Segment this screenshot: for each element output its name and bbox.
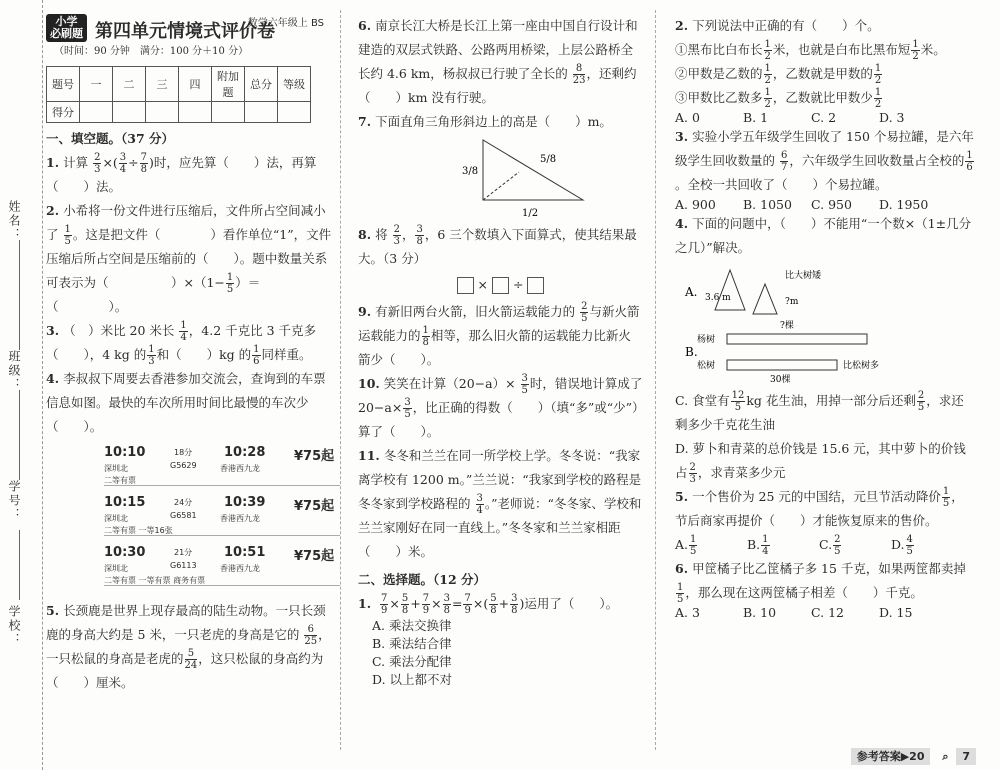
score-header: 总分 bbox=[245, 67, 278, 102]
page-title: 第四单元情境式评价卷 bbox=[94, 21, 275, 42]
margin-line bbox=[19, 240, 20, 350]
option[interactable]: C. 乘法分配律 bbox=[372, 654, 452, 669]
column-3 bbox=[675, 14, 975, 620]
tree-icon bbox=[715, 270, 745, 310]
tree-height-label: 3.6 m bbox=[705, 293, 731, 303]
grade-label: 数学六年级上 BS bbox=[247, 18, 324, 29]
ticket-list bbox=[46, 439, 335, 599]
question-4: 4. 李叔叔下周要去香港参加交流会，查询到的车票信息如图。最快的车次所用时间比最慢的车次少（ ）。 bbox=[46, 371, 326, 434]
section-title: 二、选择题。（12 分） bbox=[358, 572, 486, 587]
ticket-row[interactable] bbox=[104, 495, 340, 536]
choice-2-s2: ②甲数是乙数的 $\frac{1}{2}$ ，乙数就是甲数的 $\frac{1}{2}$ bbox=[675, 63, 882, 86]
ticket-row[interactable] bbox=[104, 545, 340, 586]
option[interactable]: B. 1 bbox=[743, 110, 769, 125]
ticket-seat: 二等有票 一等16张 bbox=[104, 526, 173, 535]
ticket-row[interactable] bbox=[104, 445, 340, 486]
base-label: 1/2 bbox=[522, 208, 539, 219]
margin-line bbox=[19, 390, 20, 480]
ticket-price: ¥75起 bbox=[294, 549, 335, 564]
option[interactable]: C. 950 bbox=[811, 197, 852, 212]
choice-4: 4. 下面的问题中，（ ）不能用“一个数×（1±几分之几）”解决。 bbox=[675, 216, 972, 255]
magnifier-icon: ⌕ bbox=[942, 750, 949, 763]
column-divider bbox=[655, 10, 656, 750]
ticket-train: G5629 bbox=[170, 461, 197, 470]
choice-2-s3: ③甲数比乙数多 $\frac{1}{2}$ ，乙数就比甲数少 $\frac{1}{2}$ bbox=[675, 87, 882, 110]
hyp-label: 5/8 bbox=[540, 154, 557, 165]
score-header: 二 bbox=[113, 67, 146, 102]
question-9: 9. 有新旧两台火箭，旧火箭运载能力的 $\frac{2}{5}$ 与新火箭运载能力的 $\frac{1}{8}$ 相等，那么旧火箭的运载能力比新火箭少（ ）。 bbox=[358, 301, 640, 367]
section-title: 一、填空题。（37 分） bbox=[46, 131, 174, 146]
question-8: 8. 将 $\frac{2}{3}$ ， $\frac{3}{8}$ ，6 三个数填入下面算式，使其结果最大。（3 分） bbox=[358, 224, 637, 266]
choice-1: 1. $\frac{7}{9}$ × $\frac{5}{8}$ + $\frac{7}{9}$ × $\frac{3}{8}$ = $\frac{7}{9}$ ×( $\frac{5}{8}$ + $\frac{3}{8}$ )运用了（ ）。 bbox=[358, 593, 619, 616]
ticket-to: 香港西九龙 bbox=[220, 514, 260, 523]
school-label: 学校： bbox=[7, 605, 21, 647]
score-header: 附加题 bbox=[212, 67, 245, 102]
option[interactable]: A. 3 bbox=[675, 605, 700, 620]
tree-unknown-label: ?m bbox=[785, 297, 799, 307]
question-1: 1. 计算 $\frac{2}{3}$ ×( $\frac{3}{4}$ ÷ $\frac{7}{8}$ )时，应先算（ ）法，再算（ ）法。 bbox=[46, 152, 317, 194]
brand-logo: 小学 必刷题 bbox=[46, 14, 87, 42]
height-label: 3/8 bbox=[462, 166, 479, 177]
ticket-to: 香港西九龙 bbox=[220, 564, 260, 573]
question-7: 7. 下面直角三角形斜边上的高是（ ）m。 bbox=[358, 114, 612, 129]
ticket-train: G6581 bbox=[170, 511, 197, 520]
poplar-count-label: ?棵 bbox=[780, 321, 794, 331]
choice-4-d: D. 萝卜和青菜的总价钱是 15.6 元，其中萝卜的价钱占 $\frac{2}{3}$ ，求青菜多少元 bbox=[675, 441, 966, 485]
score-header: 三 bbox=[146, 67, 179, 102]
choice-4-figures bbox=[675, 260, 955, 386]
question-2: 2. 小希将一份文件进行压缩后，文件所占空间减小了 $\frac{1}{5}$ 。这是把文件（ ）看作单位“1”，文件压缩后所占空间是压缩前的（ ）。题中数量关系可表示为（ ）×（1− $\frac{1}{5}$ ）＝（ ）。 bbox=[46, 203, 332, 314]
ticket-arr: 10:51 bbox=[224, 545, 266, 560]
ticket-price: ¥75起 bbox=[294, 499, 335, 514]
score-header: 四 bbox=[179, 67, 212, 102]
column-2 bbox=[358, 14, 643, 688]
choice-6-options bbox=[675, 605, 975, 620]
triangle-figure bbox=[458, 134, 618, 220]
choice-2-options bbox=[675, 110, 975, 125]
tree-icon bbox=[753, 284, 777, 314]
score-header: 等级 bbox=[278, 67, 311, 102]
ticket-dur: 24分 bbox=[174, 498, 193, 507]
pine-count-label: 30棵 bbox=[770, 375, 791, 385]
option[interactable]: A. 900 bbox=[675, 197, 716, 212]
choice-3: 3. 实验小学五年级学生回收了 150 个易拉罐，是六年级学生回收数量的 $\frac{6}{7}$ ，六年级学生回收数量占全校的 $\frac{1}{6}$ 。全校一共回收了（ ）个易拉罐。 bbox=[675, 129, 974, 192]
ticket-dur: 21分 bbox=[174, 548, 193, 557]
ticket-arr: 10:28 bbox=[224, 445, 266, 460]
poplar-label: 杨树 bbox=[697, 335, 716, 345]
question-10: 10. 笑笑在计算（20−a）× $\frac{3}{5}$ 时，错误地计算成了 20−a× $\frac{3}{5}$ ，比正确的得数（ ）（填“多”或“少”）算了（ ）。 bbox=[358, 373, 643, 439]
option[interactable]: C. 12 bbox=[811, 605, 844, 620]
option-a-label: A. bbox=[685, 285, 698, 299]
ticket-dep: 10:30 bbox=[104, 545, 146, 560]
time-info: （时间：90 分钟 满分：100 分＋10 分） bbox=[54, 46, 249, 57]
answer-boxes[interactable]: × ÷ bbox=[358, 277, 643, 294]
margin-line bbox=[19, 530, 20, 600]
ticket-from: 深圳北 bbox=[104, 564, 128, 573]
score-row-label: 得分 bbox=[47, 102, 80, 123]
question-3: 3. （ ）米比 20 米长 $\frac{1}{4}$ ，4.2 千克比 3 千克多（ ），4 kg 的 $\frac{1}{3}$ 和（ ）kg 的 $\frac{1}{6}$ 同样重。 bbox=[46, 320, 317, 367]
ticket-to: 香港西九龙 bbox=[220, 464, 260, 473]
ticket-from: 深圳北 bbox=[104, 514, 128, 523]
column-1 bbox=[46, 14, 335, 695]
ticket-dep: 10:15 bbox=[104, 495, 146, 510]
pine-label: 松树 bbox=[697, 361, 716, 371]
ticket-dur: 18分 bbox=[174, 448, 193, 457]
choice-5: 5. 一个售价为 25 元的中国结，元旦节活动降价 $\frac{1}{5}$ ，节后商家再提价（ ）才能恢复原来的售价。 bbox=[675, 486, 964, 528]
question-5: 5. 长颈鹿是世界上现存最高的陆生动物。一只长颈鹿的身高大约是 5 米，一只老虎的身高是它的 $\frac{6}{25}$ ，一只松鼠的身高是老虎的 $\frac{5}{24}$ ，这只松鼠的身高约为（ ）厘米。 bbox=[46, 603, 331, 690]
ticket-arr: 10:39 bbox=[224, 495, 266, 510]
choice-3-options bbox=[675, 197, 975, 212]
answer-ref[interactable]: 参考答案▶20 bbox=[851, 748, 931, 765]
choice-5-options: A. $\frac{1}{5}$ B. $\frac{1}{4}$ C. $\frac{2}{5}$ D. $\frac{4}{5}$ bbox=[675, 534, 913, 557]
score-table bbox=[46, 66, 311, 123]
column-divider bbox=[340, 10, 341, 750]
option[interactable]: B. 1050 bbox=[743, 197, 792, 212]
ticket-dep: 10:10 bbox=[104, 445, 146, 460]
option[interactable]: D. 以上都不对 bbox=[372, 672, 453, 687]
tree-shorter-label: 比大树矮 bbox=[785, 271, 822, 281]
page-number: 7 bbox=[956, 748, 976, 765]
id-label: 学号： bbox=[7, 480, 21, 522]
option[interactable]: B. 10 bbox=[743, 605, 777, 620]
choice-6: 6. 甲筐橘子比乙筐橘子多 15 千克，如果两筐都卖掉 $\frac{1}{5}$ ，那么现在这两筐橘子相差（ ）千克。 bbox=[675, 561, 966, 605]
name-label: 姓名： bbox=[7, 200, 21, 242]
choice-2: 2. 下列说法中正确的有（ ）个。 bbox=[675, 18, 880, 33]
choice-1-options bbox=[372, 616, 643, 688]
header bbox=[46, 14, 332, 44]
option[interactable]: C. 2 bbox=[811, 110, 837, 125]
option[interactable]: A. 0 bbox=[675, 110, 700, 125]
binding-margin bbox=[0, 0, 43, 770]
score-header: 题号 bbox=[47, 67, 80, 102]
pine-compare-label: 比松树多 bbox=[843, 361, 880, 371]
ticket-train: G6113 bbox=[170, 561, 197, 570]
ticket-seat: 二等有票 一等有票 商务有票 bbox=[104, 576, 206, 585]
option[interactable]: D. 15 bbox=[879, 605, 913, 620]
ticket-from: 深圳北 bbox=[104, 464, 128, 473]
question-6: 6. 南京长江大桥是长江上第一座由中国自行设计和建造的双层式铁路、公路两用桥梁，上层公路桥全长约 4.6 km，杨叔叔已行驶了全长的 $\frac{8}{23}$ ，还剩约（ ）km 没有行驶。 bbox=[358, 18, 638, 105]
score-header: 一 bbox=[80, 67, 113, 102]
ticket-price: ¥75起 bbox=[294, 449, 335, 464]
option[interactable]: D. 3 bbox=[879, 110, 905, 125]
question-11: 11. 冬冬和兰兰在同一所学校上学。冬冬说：“我家离学校有 1200 m。”兰兰说：“我家到学校的路程是冬冬家到学校路程的 $\frac{3}{4}$ 。”老师说：“冬冬家、学校和兰兰家刚好在同一直线上。”冬冬家和兰兰家相距（ ）米。 bbox=[358, 448, 642, 559]
option[interactable]: A. 乘法交换律 bbox=[372, 618, 452, 633]
choice-4-c: C. 食堂有 $\frac{12}{5}$ kg 花生油，用掉一部分后还剩 $\frac{2}{5}$ ，求还剩多少千克花生油 bbox=[675, 390, 964, 432]
footer bbox=[851, 748, 976, 764]
option[interactable]: B. 乘法结合律 bbox=[372, 636, 452, 651]
option-b-label: B. bbox=[685, 345, 698, 359]
choice-2-s1: ①黑布比白布长 $\frac{1}{2}$ 米，也就是白布比黑布短 $\frac{1}{2}$ 米。 bbox=[675, 39, 946, 62]
ticket-seat: 二等有票 bbox=[104, 476, 136, 485]
option[interactable]: D. 1950 bbox=[879, 197, 929, 212]
class-label: 班级： bbox=[7, 350, 21, 392]
